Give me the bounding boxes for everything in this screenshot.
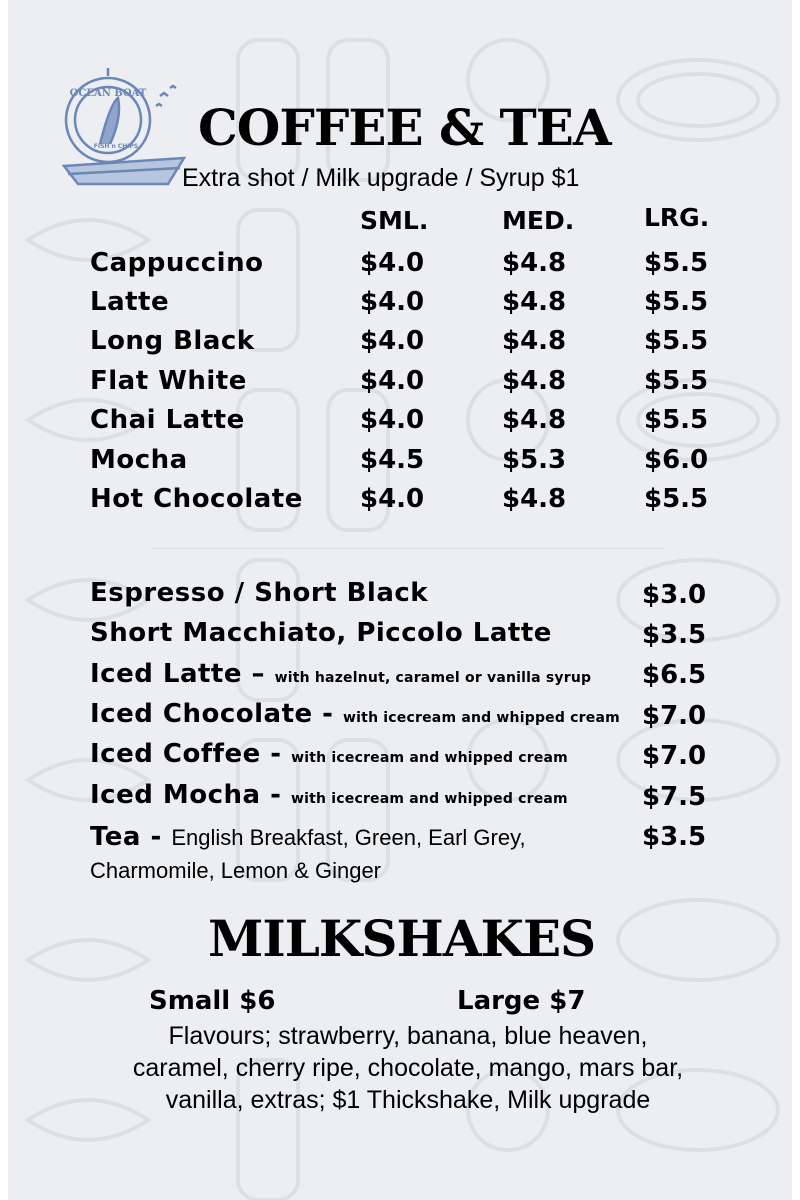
flavours-line-1: Flavours; strawberry, banana, blue heaven, <box>168 1022 648 1050</box>
price-small: $4.0 <box>360 287 425 317</box>
price-iced-mocha: $7.5 <box>642 782 707 812</box>
price-small: $4.0 <box>360 484 425 514</box>
price-medium: $4.8 <box>502 405 567 435</box>
item-name: Latte <box>90 287 170 317</box>
price-iced-chocolate: $7.0 <box>642 701 707 731</box>
item-note: with icecream and whipped cream <box>343 710 620 726</box>
price-tea: $3.5 <box>642 822 707 852</box>
menu-row-flat-white <box>90 368 790 404</box>
price-short-macchiato: $3.5 <box>642 620 707 650</box>
column-header-large: LRG. <box>644 203 710 232</box>
item-note: with icecream and whipped cream <box>291 750 568 766</box>
flavours-line-2: caramel, cherry ripe, chocolate, mango, mars bar, <box>132 1054 684 1082</box>
price-small: $4.5 <box>360 445 425 475</box>
item-name: Iced Mocha - <box>90 780 282 810</box>
price-large: $5.5 <box>644 484 709 514</box>
price-small: $4.0 <box>360 366 425 396</box>
column-header-small: SML. <box>360 206 429 235</box>
item-name: Long Black <box>90 326 255 356</box>
logo-text-top: OCEAN BOAT <box>69 88 147 99</box>
price-medium: $4.8 <box>502 484 567 514</box>
price-medium: $4.8 <box>502 366 567 396</box>
item-name: Chai Latte <box>90 405 245 435</box>
menu-item-short-macchiato <box>90 620 552 646</box>
item-note: with hazelnut, caramel or vanilla syrup <box>274 670 592 686</box>
price-large: $5.5 <box>644 248 709 278</box>
item-name: Cappuccino <box>90 248 264 278</box>
milkshake-flavours <box>68 1020 748 1116</box>
milkshake-large-price: Large $7 <box>457 986 586 1016</box>
menu-item-iced-latte <box>90 661 591 687</box>
item-name: Hot Chocolate <box>90 484 303 514</box>
item-name: Flat White <box>90 366 247 396</box>
price-small: $4.0 <box>360 326 425 356</box>
item-note: with icecream and whipped cream <box>291 791 568 807</box>
item-name: Mocha <box>90 445 188 475</box>
price-medium: $5.3 <box>502 445 567 475</box>
menu-row-long-black <box>90 328 790 364</box>
flavours-line-3: vanilla, extras; $1 Thickshake, Milk upgrade <box>165 1086 651 1114</box>
logo-text-bottom: FISH n CHIPS <box>93 143 139 150</box>
price-small: $4.0 <box>360 405 425 435</box>
menu-row-latte <box>90 289 790 325</box>
price-small: $4.0 <box>360 248 425 278</box>
menu-item-espresso <box>90 580 428 606</box>
milkshakes-title: MILKSHAKES <box>208 909 596 968</box>
item-name: Tea - <box>90 822 162 852</box>
price-large: $5.5 <box>644 366 709 396</box>
price-large: $5.5 <box>644 405 709 435</box>
price-large: $6.0 <box>644 445 709 475</box>
menu-item-iced-chocolate <box>90 701 620 727</box>
price-medium: $4.8 <box>502 287 567 317</box>
menu-item-iced-coffee <box>90 741 568 767</box>
item-name: Iced Latte – <box>90 659 266 689</box>
menu-page <box>8 0 792 1200</box>
menu-row-hot-chocolate <box>90 486 790 522</box>
price-large: $5.5 <box>644 326 709 356</box>
price-medium: $4.8 <box>502 248 567 278</box>
item-name: Iced Coffee - <box>90 739 282 769</box>
price-iced-latte: $6.5 <box>642 660 707 690</box>
item-name: Espresso / Short Black <box>90 578 429 608</box>
menu-row-mocha <box>90 447 790 483</box>
menu-item-iced-mocha <box>90 782 568 808</box>
item-name: Iced Chocolate - <box>90 699 334 729</box>
tea-varieties-line-1: English Breakfast, Green, Earl Grey, <box>171 825 526 850</box>
price-espresso: $3.0 <box>642 580 707 610</box>
item-name: Short Macchiato, Piccolo Latte <box>90 618 552 648</box>
price-medium: $4.8 <box>502 326 567 356</box>
section-divider <box>153 548 665 549</box>
coffee-tea-title: COFFEE & TEA <box>198 98 611 157</box>
menu-row-cappuccino <box>90 250 790 286</box>
column-header-medium: MED. <box>502 206 575 235</box>
price-large: $5.5 <box>644 287 709 317</box>
milkshake-small-price: Small $6 <box>149 986 276 1016</box>
coffee-tea-subtitle: Extra shot / Milk upgrade / Syrup $1 <box>182 164 580 192</box>
menu-row-chai-latte <box>90 407 790 443</box>
tea-varieties-line-2: Charmomile, Lemon & Ginger <box>90 858 382 883</box>
ocean-boat-logo <box>60 66 192 190</box>
menu-item-tea <box>90 824 526 850</box>
price-iced-coffee: $7.0 <box>642 741 707 771</box>
